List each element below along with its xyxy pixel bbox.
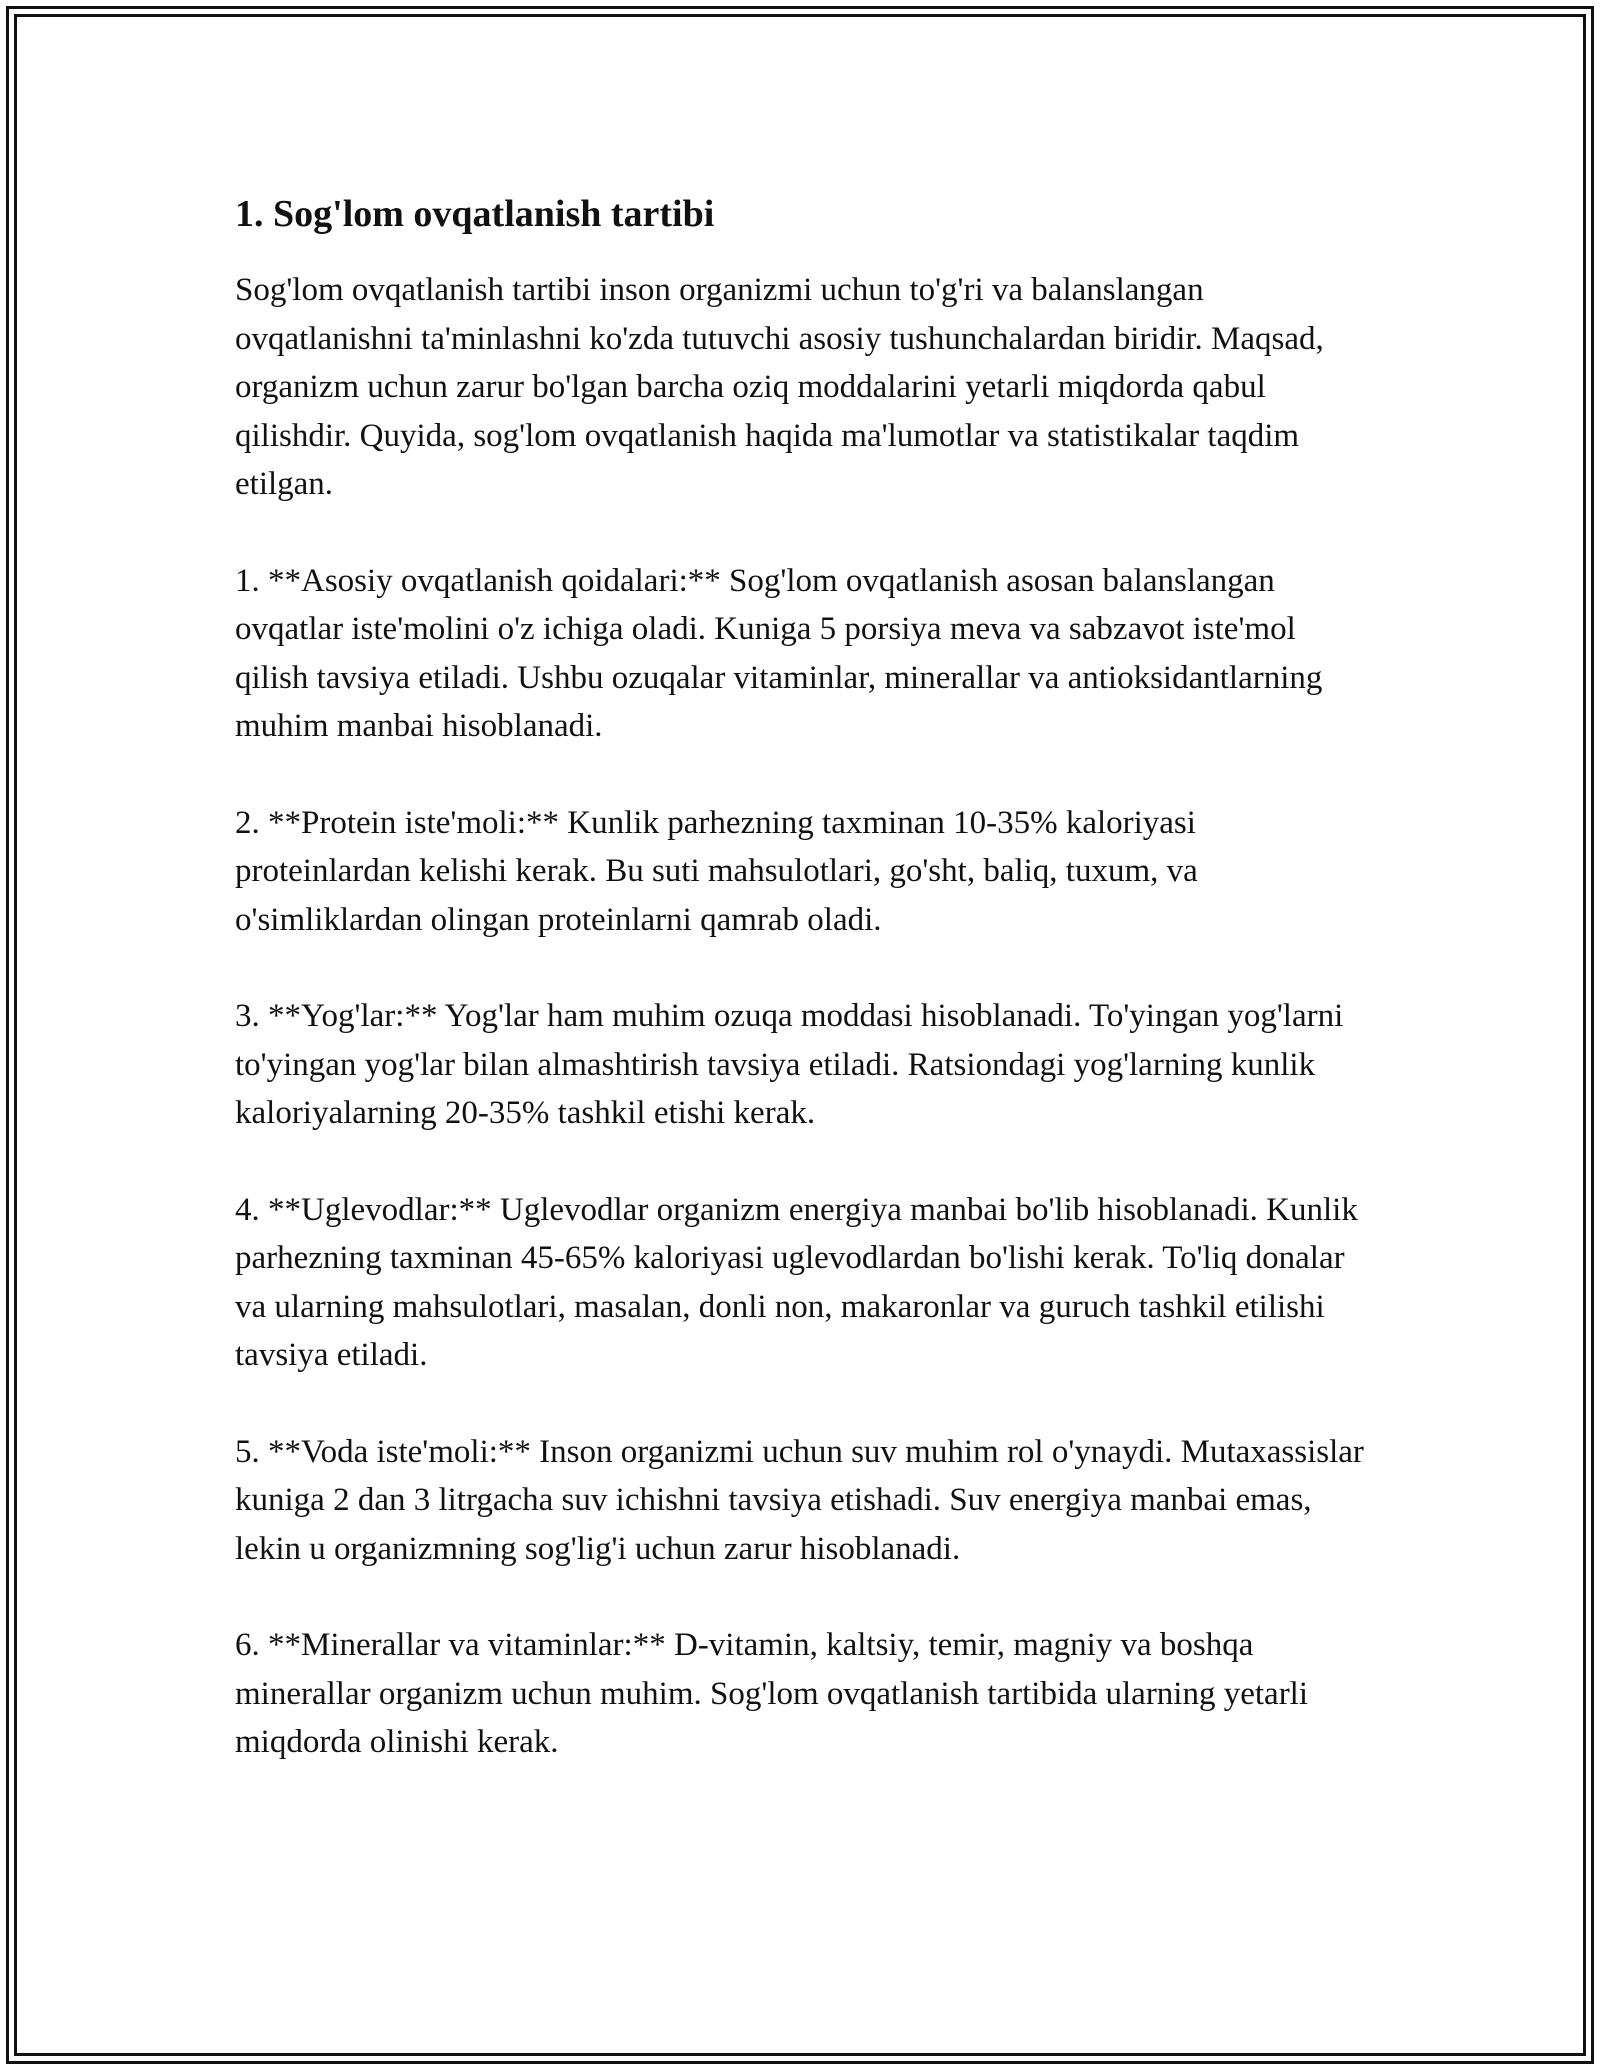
list-item-carbohydrates: 4. **Uglevodlar:** Uglevodlar organizm energiya manbai bo'lib hisoblanadi. Kunlik parhezning taxminan 45-65% kaloriyasi uglevodlardan bo'lishi kerak. To'liq donalar va ularning mahsulotlari, masalan, donli non, makaronlar va guruch tashkil etilishi tavsiya etiladi. [235, 1191, 1358, 1373]
document-title: 1. Sog'lom ovqatlanish tartibi [235, 193, 715, 235]
list-item-water: 5. **Voda iste'moli:** Inson organizmi uchun suv muhim rol o'ynaydi. Mutaxassislar kuniga 2 dan 3 litrgacha suv ichishni tavsiya etishadi. Suv energiya manbai emas, lekin u organizmning sog'lig'i uchun zarur hisoblanadi. [235, 1433, 1364, 1567]
list-item-minerals-vitamins: 6. **Minerallar va vitaminlar:** D-vitamin, kaltsiy, temir, magniy va boshqa minerallar organizm uchun muhim. Sog'lom ovqatlanish tartibida ularning yetarli miqdorda olinishi kerak. [235, 1627, 1309, 1760]
list-item-fats: 3. **Yog'lar:** Yog'lar ham muhim ozuqa moddasi hisoblanadi. To'yingan yog'larni to'yingan yog'lar bilan almashtirish tavsiya etiladi. Ratsiondagi yog'larning kunlik kaloriyalarning 20-35% tashkil etishi kerak. [235, 998, 1344, 1131]
document-body [235, 186, 1365, 1815]
list-item-protein: 2. **Protein iste'moli:** Kunlik parhezning taxminan 10-35% kaloriyasi proteinlardan kelishi kerak. Bu suti mahsulotlari, go'sht, baliq, tuxum, va o'simliklardan olingan proteinlarni qamrab oladi. [235, 804, 1198, 938]
list-item-basic-rules: 1. **Asosiy ovqatlanish qoidalari:** Sog'lom ovqatlanish asosan balanslangan ovqatlar iste'molini o'z ichiga oladi. Kuniga 5 porsiya meva va sabzavot iste'mol qilish tavsiya etiladi. Ushbu ozuqalar vitaminlar, minerallar va antioksidantlarning muhim manbai hisoblanadi. [235, 562, 1323, 744]
intro-paragraph: Sog'lom ovqatlanish tartibi inson organizmi uchun to'g'ri va balanslangan ovqatlanishni ta'minlashni ko'zda tutuvchi asosiy tushunchalardan biridir. Maqsad, organizm uchun zarur bo'lgan barcha oziq moddalarini yetarli miqdorda qabul qilishdir. Quyida, sog'lom ovqatlanish haqida ma'lumotlar va statistikalar taqdim etilgan. [235, 272, 1324, 502]
